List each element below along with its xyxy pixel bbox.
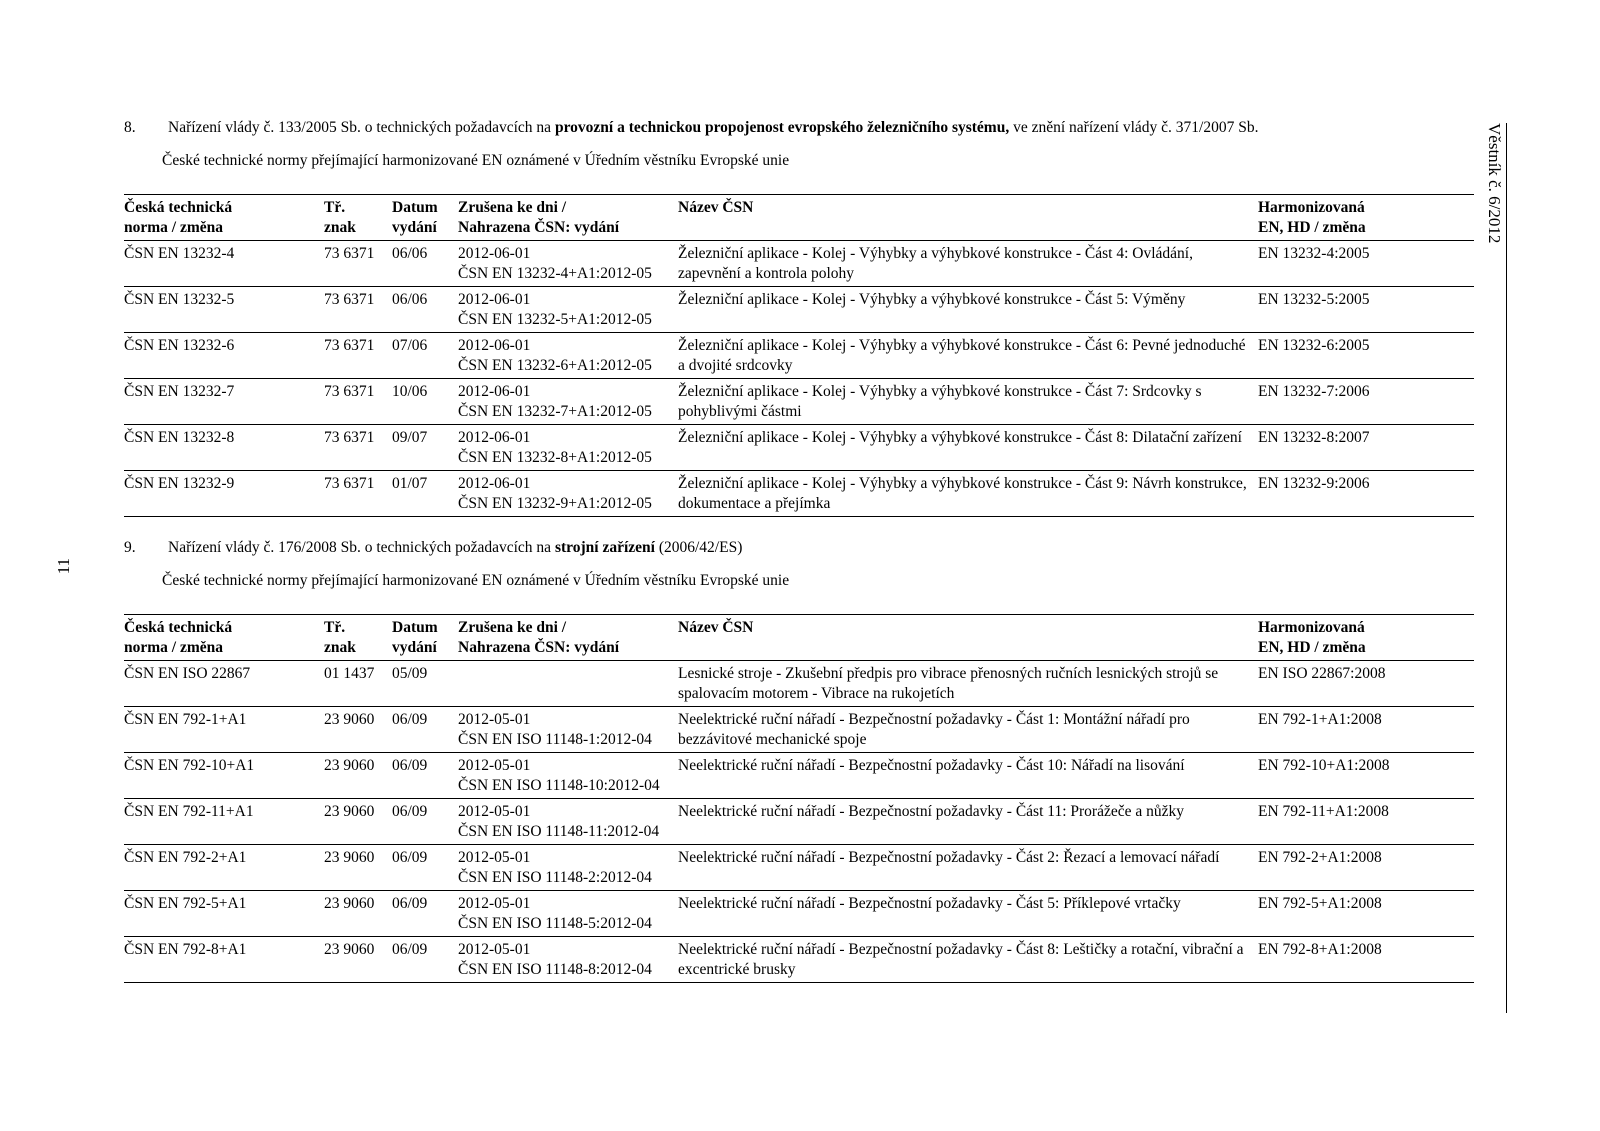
issue-date-cell: 05/09 xyxy=(392,665,428,682)
norm-title-cell: Neelektrické ruční nářadí - Bezpečnostní požadavky - Část 11: Prorážeče a nůžky xyxy=(678,803,1184,820)
withdrawn-cell xyxy=(458,379,678,425)
column-header-znak xyxy=(324,615,392,661)
regulation-title xyxy=(168,538,742,558)
harmonized-en-cell: EN ISO 22867:2008 xyxy=(1258,665,1386,682)
withdrawal-date: 2012-06-01 xyxy=(458,291,531,308)
norm-cell: ČSN EN 792-11+A1 xyxy=(124,803,254,820)
table-row xyxy=(124,707,1474,753)
margin-rule xyxy=(1506,123,1507,1013)
column-header-line: vydání xyxy=(392,219,437,236)
withdrawal-date: 2012-05-01 xyxy=(458,849,531,866)
column-header-harm xyxy=(1258,615,1474,661)
harmonized-en-cell: EN 13232-7:2006 xyxy=(1258,383,1370,400)
issue-date-cell: 06/09 xyxy=(392,711,428,728)
norm-cell: ČSN EN 13232-8 xyxy=(124,429,235,446)
column-header-line: vydání xyxy=(392,639,437,656)
column-header-line: znak xyxy=(324,639,356,656)
class-code-cell: 01 1437 xyxy=(324,665,375,682)
replacement-norm: ČSN EN ISO 11148-11:2012-04 xyxy=(458,823,660,840)
replacement-norm: ČSN EN ISO 11148-2:2012-04 xyxy=(458,869,652,886)
column-header-datum xyxy=(392,195,458,241)
norm-title-cell: Železniční aplikace - Kolej - Výhybky a výhybkové konstrukce - Část 9: Návrh konstrukce, dokumentace a přejímka xyxy=(678,475,1247,512)
class-code-cell: 23 9060 xyxy=(324,849,375,866)
column-header-line: Název ČSN xyxy=(678,199,754,216)
norm-cell: ČSN EN 792-10+A1 xyxy=(124,757,255,774)
issue-date-cell: 01/07 xyxy=(392,475,428,492)
replacement-norm: ČSN EN 13232-7+A1:2012-05 xyxy=(458,403,652,420)
norm-cell: ČSN EN 13232-5 xyxy=(124,291,235,308)
withdrawn-cell xyxy=(458,799,678,845)
table-caption: České technické normy přejímající harmonizované EN oznámené v Úředním věstníku Evropské unie xyxy=(162,152,790,169)
harmonized-en-cell: EN 13232-4:2005 xyxy=(1258,245,1370,262)
withdrawn-cell xyxy=(458,707,678,753)
table-caption: České technické normy přejímající harmonizované EN oznámené v Úředním věstníku Evropské unie xyxy=(162,572,790,589)
section-number: 9. xyxy=(124,539,136,556)
harmonized-en-cell: EN 792-11+A1:2008 xyxy=(1258,803,1389,820)
norm-cell: ČSN EN 792-2+A1 xyxy=(124,849,247,866)
issue-date-cell: 09/07 xyxy=(392,429,428,446)
harmonized-en-cell: EN 792-10+A1:2008 xyxy=(1258,757,1390,774)
page-number: 11 xyxy=(54,558,73,575)
withdrawal-date: 2012-05-01 xyxy=(458,803,531,820)
replacement-norm: ČSN EN 13232-6+A1:2012-05 xyxy=(458,357,652,374)
norm-cell: ČSN EN 792-8+A1 xyxy=(124,941,247,958)
regulation-heading xyxy=(124,118,1474,140)
replacement-norm: ČSN EN 13232-8+A1:2012-05 xyxy=(458,449,652,466)
column-header-line: Datum xyxy=(392,199,438,216)
column-header-line: EN, HD / změna xyxy=(1258,219,1366,236)
harmonized-en-cell: EN 13232-6:2005 xyxy=(1258,337,1370,354)
regulation-subject: provozní a technickou propojenost evropského železničního systému, xyxy=(554,119,1010,136)
table-header-row xyxy=(124,195,1474,241)
norm-title-cell: Železniční aplikace - Kolej - Výhybky a výhybkové konstrukce - Část 8: Dilatační zařízení xyxy=(678,429,1242,446)
regulation-heading xyxy=(124,538,1474,560)
section-number: 8. xyxy=(124,119,136,136)
column-header-line: Zrušena ke dni / xyxy=(458,619,567,636)
harmonized-en-cell: EN 13232-5:2005 xyxy=(1258,291,1370,308)
withdrawn-cell xyxy=(458,333,678,379)
withdrawal-date: 2012-06-01 xyxy=(458,337,531,354)
norm-title-cell: Neelektrické ruční nářadí - Bezpečnostní požadavky - Část 5: Příklepové vrtačky xyxy=(678,895,1181,912)
norm-title-cell: Železniční aplikace - Kolej - Výhybky a výhybkové konstrukce - Část 6: Pevné jednoduché a dvojité srdcovky xyxy=(678,337,1246,374)
regulation-title-prefix: Nařízení vlády č. 133/2005 Sb. o technických požadavcích na xyxy=(168,119,555,136)
class-code-cell: 73 6371 xyxy=(324,475,375,492)
withdrawal-date: 2012-05-01 xyxy=(458,895,531,912)
norm-title-cell: Lesnické stroje - Zkušební předpis pro vibrace přenosných ručních lesnických strojů se spalovacím motorem - Vibrace na rukojetích xyxy=(678,665,1219,702)
table-row xyxy=(124,287,1474,333)
harmonized-en-cell: EN 13232-8:2007 xyxy=(1258,429,1370,446)
table-row xyxy=(124,937,1474,983)
regulation-section-8 xyxy=(124,118,1474,512)
column-header-line: Česká technická xyxy=(124,199,233,216)
column-header-norm xyxy=(124,615,324,661)
class-code-cell: 73 6371 xyxy=(324,291,375,308)
withdrawn-cell xyxy=(458,845,678,891)
replacement-norm: ČSN EN ISO 11148-8:2012-04 xyxy=(458,961,652,978)
table-row xyxy=(124,379,1474,425)
regulation-title-suffix: (2006/42/ES) xyxy=(654,539,743,556)
journal-issue-label: Věstník č. 6/2012 xyxy=(1485,123,1504,244)
table-row xyxy=(124,799,1474,845)
column-header-harm xyxy=(1258,195,1474,241)
issue-date-cell: 06/09 xyxy=(392,757,428,774)
class-code-cell: 73 6371 xyxy=(324,337,375,354)
withdrawal-date: 2012-06-01 xyxy=(458,475,531,492)
harmonized-en-cell: EN 792-5+A1:2008 xyxy=(1258,895,1382,912)
norm-cell: ČSN EN 792-5+A1 xyxy=(124,895,247,912)
table-row xyxy=(124,471,1474,517)
column-header-line: Datum xyxy=(392,619,438,636)
replacement-norm: ČSN EN ISO 11148-1:2012-04 xyxy=(458,731,652,748)
withdrawal-date: 2012-06-01 xyxy=(458,429,531,446)
column-header-line: Název ČSN xyxy=(678,619,754,636)
column-header-datum xyxy=(392,615,458,661)
column-header-line xyxy=(678,218,1258,238)
harmonized-en-cell: EN 792-8+A1:2008 xyxy=(1258,941,1382,958)
issue-date-cell: 06/09 xyxy=(392,941,428,958)
replacement-norm: ČSN EN 13232-4+A1:2012-05 xyxy=(458,265,652,282)
harmonized-en-cell: EN 13232-9:2006 xyxy=(1258,475,1370,492)
column-header-line: znak xyxy=(324,219,356,236)
class-code-cell: 23 9060 xyxy=(324,895,375,912)
column-header-line: Zrušena ke dni / xyxy=(458,199,567,216)
table-row xyxy=(124,425,1474,471)
issue-date-cell: 07/06 xyxy=(392,337,428,354)
withdrawal-date: 2012-06-01 xyxy=(458,245,531,262)
regulation-title-prefix: Nařízení vlády č. 176/2008 Sb. o technických požadavcích na xyxy=(168,539,555,556)
column-header-line: Tř. xyxy=(324,199,346,216)
norm-title-cell: Železniční aplikace - Kolej - Výhybky a výhybkové konstrukce - Část 5: Výměny xyxy=(678,291,1186,308)
withdrawal-date: 2012-06-01 xyxy=(458,383,531,400)
column-header-norm xyxy=(124,195,324,241)
column-header-nazev xyxy=(678,615,1258,661)
column-header-line: EN, HD / změna xyxy=(1258,639,1366,656)
class-code-cell: 23 9060 xyxy=(324,711,375,728)
column-header-line: Nahrazena ČSN: vydání xyxy=(458,219,620,236)
norm-title-cell: Neelektrické ruční nářadí - Bezpečnostní požadavky - Část 10: Nářadí na lisování xyxy=(678,757,1185,774)
withdrawn-cell xyxy=(458,891,678,937)
table-header-row xyxy=(124,615,1474,661)
withdrawal-date: 2012-05-01 xyxy=(458,711,531,728)
regulation-section-9 xyxy=(124,538,1474,978)
regulation-subject: strojní zařízení xyxy=(554,539,655,556)
withdrawn-cell xyxy=(458,287,678,333)
norm-cell: ČSN EN 13232-4 xyxy=(124,245,235,262)
norm-title-cell: Železniční aplikace - Kolej - Výhybky a výhybkové konstrukce - Část 4: Ovládání, zapevnění a kontrola polohy xyxy=(678,245,1193,282)
class-code-cell: 23 9060 xyxy=(324,757,375,774)
withdrawn-cell xyxy=(458,753,678,799)
column-header-line: norma / změna xyxy=(124,639,224,656)
norm-title-cell: Neelektrické ruční nářadí - Bezpečnostní požadavky - Část 1: Montážní nářadí pro bezzávitové mechanické spoje xyxy=(678,711,1190,748)
class-code-cell: 73 6371 xyxy=(324,429,375,446)
withdrawn-cell xyxy=(458,241,678,287)
column-header-line: norma / změna xyxy=(124,219,224,236)
withdrawn-cell xyxy=(458,937,678,983)
table-row xyxy=(124,753,1474,799)
withdrawal-date: 2012-05-01 xyxy=(458,757,531,774)
column-header-line xyxy=(678,638,1258,658)
harmonized-en-cell: EN 792-1+A1:2008 xyxy=(1258,711,1382,728)
norm-title-cell: Železniční aplikace - Kolej - Výhybky a výhybkové konstrukce - Část 7: Srdcovky s pohyblivými částmi xyxy=(678,383,1202,420)
replacement-norm: ČSN EN ISO 11148-10:2012-04 xyxy=(458,777,660,794)
table-row xyxy=(124,661,1474,707)
class-code-cell: 73 6371 xyxy=(324,245,375,262)
issue-date-cell: 06/06 xyxy=(392,245,428,262)
replacement-norm: ČSN EN 13232-5+A1:2012-05 xyxy=(458,311,652,328)
norm-cell: ČSN EN 13232-9 xyxy=(124,475,235,492)
replacement-norm: ČSN EN 13232-9+A1:2012-05 xyxy=(458,495,652,512)
withdrawn-cell xyxy=(458,471,678,517)
table-row xyxy=(124,845,1474,891)
column-header-line: Nahrazena ČSN: vydání xyxy=(458,639,620,656)
norm-title-cell: Neelektrické ruční nářadí - Bezpečnostní požadavky - Část 2: Řezací a lemovací nářadí xyxy=(678,849,1220,866)
issue-date-cell: 06/09 xyxy=(392,895,428,912)
issue-date-cell: 06/06 xyxy=(392,291,428,308)
column-header-nazev xyxy=(678,195,1258,241)
withdrawal-date: 2012-05-01 xyxy=(458,941,531,958)
norms-table xyxy=(124,614,1474,983)
class-code-cell: 23 9060 xyxy=(324,941,375,958)
issue-date-cell: 06/09 xyxy=(392,803,428,820)
regulation-title-suffix: ve znění nařízení vlády č. 371/2007 Sb. xyxy=(1009,119,1259,136)
column-header-line: Harmonizovaná xyxy=(1258,619,1365,636)
column-header-znak xyxy=(324,195,392,241)
column-header-zrusena xyxy=(458,195,678,241)
replacement-norm xyxy=(458,684,678,704)
column-header-line: Česká technická xyxy=(124,619,233,636)
norm-cell: ČSN EN 792-1+A1 xyxy=(124,711,247,728)
withdrawal-date xyxy=(458,664,678,684)
column-header-line: Tř. xyxy=(324,619,346,636)
table-row xyxy=(124,241,1474,287)
regulation-title xyxy=(168,118,1258,138)
issue-date-cell: 06/09 xyxy=(392,849,428,866)
norm-cell: ČSN EN 13232-6 xyxy=(124,337,235,354)
replacement-norm: ČSN EN ISO 11148-5:2012-04 xyxy=(458,915,652,932)
class-code-cell: 73 6371 xyxy=(324,383,375,400)
column-header-zrusena xyxy=(458,615,678,661)
norm-cell: ČSN EN 13232-7 xyxy=(124,383,235,400)
issue-date-cell: 10/06 xyxy=(392,383,428,400)
class-code-cell: 23 9060 xyxy=(324,803,375,820)
harmonized-en-cell: EN 792-2+A1:2008 xyxy=(1258,849,1382,866)
column-header-line: Harmonizovaná xyxy=(1258,199,1365,216)
table-row xyxy=(124,333,1474,379)
withdrawn-cell xyxy=(458,661,678,707)
norms-table xyxy=(124,194,1474,517)
norm-cell: ČSN EN ISO 22867 xyxy=(124,665,251,682)
withdrawn-cell xyxy=(458,425,678,471)
table-row xyxy=(124,891,1474,937)
norm-title-cell: Neelektrické ruční nářadí - Bezpečnostní požadavky - Část 8: Leštičky a rotační, vibrační a excentrické brusky xyxy=(678,941,1244,978)
